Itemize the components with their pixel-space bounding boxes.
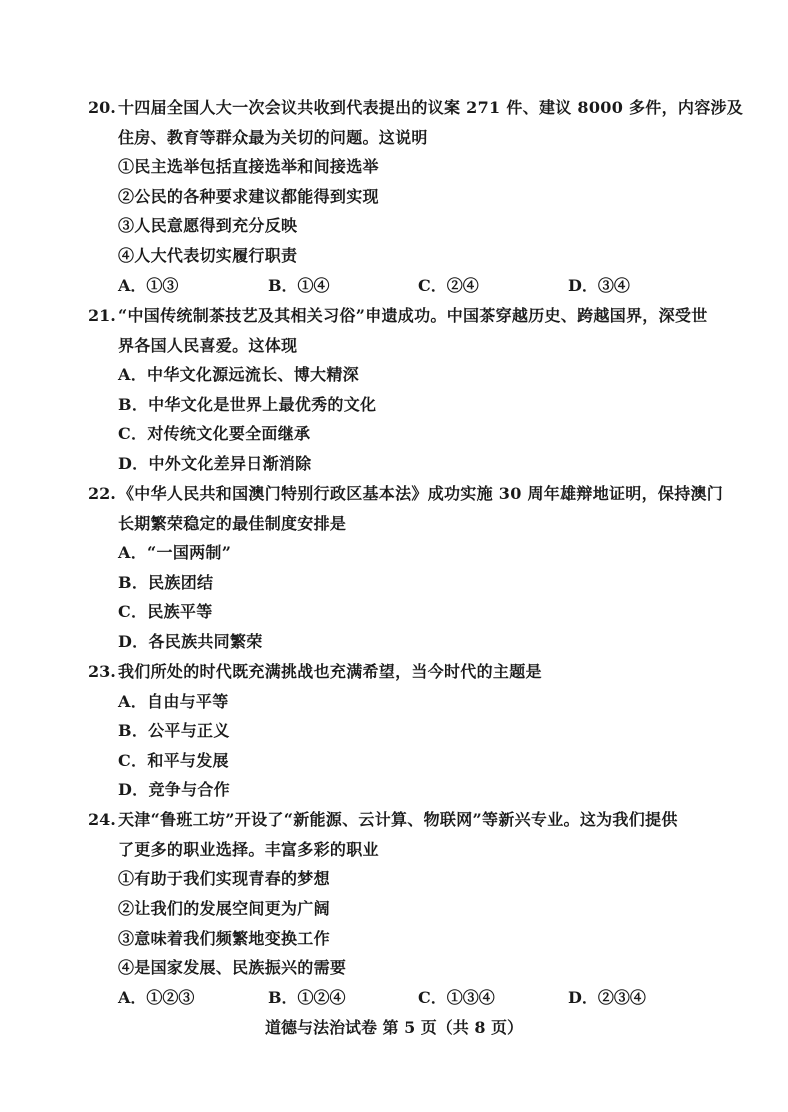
statement: ①民主选举包括直接选举和间接选举 — [118, 157, 379, 176]
option: C．民族平等 — [118, 602, 213, 621]
question-number: 21. — [88, 306, 116, 325]
choice-d: D．②③④ — [568, 988, 646, 1007]
option: A．自由与平等 — [118, 692, 229, 711]
page-footer: 道德与法治试卷 第 5 页（共 8 页） — [264, 1018, 524, 1037]
option: D．各民族共同繁荣 — [118, 632, 263, 651]
question-number: 24. — [88, 810, 116, 829]
question-stem-line: 我们所处的时代既充满挑战也充满希望，当今时代的主题是 — [118, 662, 542, 681]
question-stem-line: “中国传统制茶技艺及其相关习俗”申遗成功。中国茶穿越历史、跨越国界，深受世 — [118, 306, 708, 325]
statement: ④人大代表切实履行职责 — [118, 246, 298, 265]
question-stem-line: 住房、教育等群众最为关切的问题。这说明 — [118, 128, 428, 147]
option: B．中华文化是世界上最优秀的文化 — [118, 395, 377, 414]
question-number: 20. — [88, 98, 116, 117]
statement: ②让我们的发展空间更为广阔 — [118, 899, 330, 918]
question-stem-line: 十四届全国人大一次会议共收到代表提出的议案 271 件、建议 8000 多件，内容涉及 — [118, 98, 744, 117]
question-number: 22. — [88, 484, 116, 503]
choice-a: A．①③ — [118, 276, 179, 295]
choice-a: A．①②③ — [118, 988, 195, 1007]
option: B．民族团结 — [118, 573, 214, 592]
statement: ①有助于我们实现青春的梦想 — [118, 869, 330, 888]
choice-c: C．②④ — [418, 276, 479, 295]
option: A．“一国两制” — [118, 543, 232, 562]
statement: ②公民的各种要求建议都能得到实现 — [118, 187, 379, 206]
option: C．对传统文化要全面继承 — [118, 424, 311, 443]
choice-c: C．①③④ — [418, 988, 495, 1007]
choice-d: D．③④ — [568, 276, 630, 295]
question-number: 23. — [88, 662, 116, 681]
question-stem-line: 《中华人民共和国澳门特别行政区基本法》成功实施 30 周年雄辩地证明，保持澳门 — [118, 484, 724, 503]
option: A．中华文化源远流长、博大精深 — [118, 365, 359, 384]
option: C．和平与发展 — [118, 751, 229, 770]
question-stem-line: 界各国人民喜爱。这体现 — [118, 336, 298, 355]
option: D．竞争与合作 — [118, 780, 230, 799]
question-stem-line: 长期繁荣稳定的最佳制度安排是 — [118, 514, 347, 533]
option: D．中外文化差异日渐消除 — [118, 454, 312, 473]
choice-b: B．①④ — [268, 276, 330, 295]
statement: ③意味着我们频繁地变换工作 — [118, 929, 330, 948]
question-stem-line: 天津“鲁班工坊”开设了“新能源、云计算、物联网”等新兴专业。这为我们提供 — [118, 810, 678, 829]
statement: ③人民意愿得到充分反映 — [118, 216, 298, 235]
choice-b: B．①②④ — [268, 988, 346, 1007]
statement: ④是国家发展、民族振兴的需要 — [118, 958, 347, 977]
question-stem-line: 了更多的职业选择。丰富多彩的职业 — [118, 840, 379, 859]
option: B．公平与正义 — [118, 721, 230, 740]
